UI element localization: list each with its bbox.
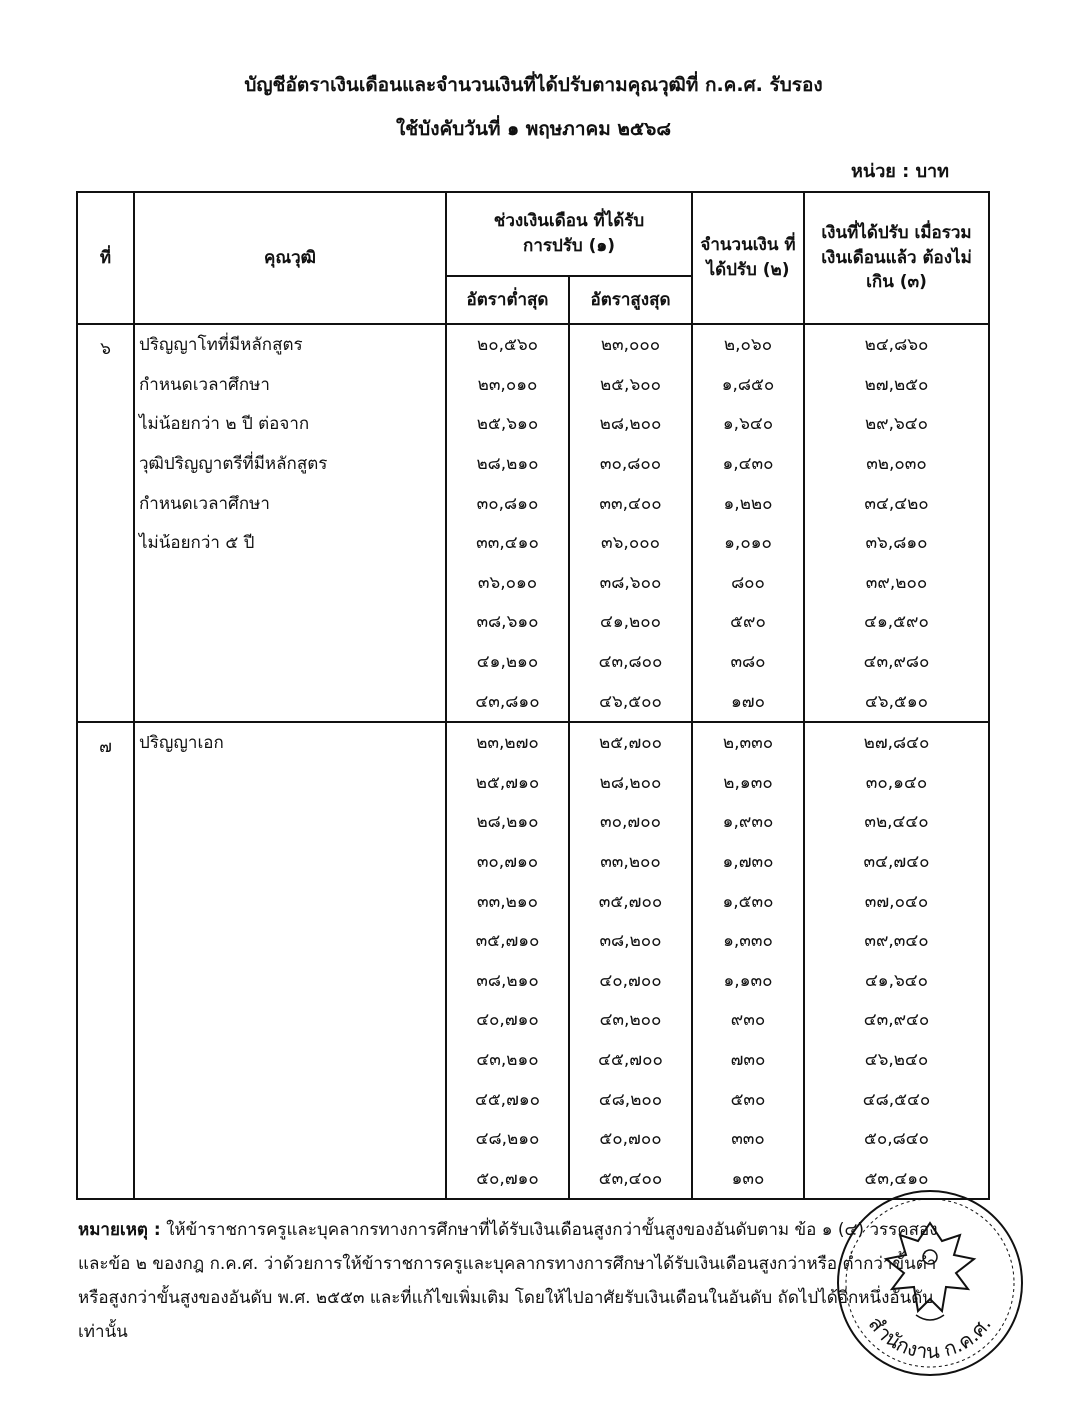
min-rate-cell: ๓๘,๖๑๐	[446, 602, 569, 642]
salary-table	[76, 191, 990, 1200]
max-rate-cell: ๒๘,๒๐๐	[569, 763, 692, 803]
min-rate-cell: ๓๖,๐๑๐	[446, 563, 569, 603]
table-row	[77, 1040, 989, 1080]
adjusted-total-cell: ๓๐,๑๔๐	[804, 763, 989, 803]
adjust-amount-cell: ๗๓๐	[692, 1040, 804, 1080]
effective-date: ใช้บังคับวันที่ ๑ พฤษภาคม ๒๕๖๘	[396, 118, 671, 140]
adjusted-total-cell: ๔๑,๖๔๐	[804, 961, 989, 1001]
adjust-amount-cell: ๑,๙๓๐	[692, 802, 804, 842]
adjusted-total-cell: ๓๙,๒๐๐	[804, 563, 989, 603]
adjusted-total-cell: ๓๗,๐๔๐	[804, 881, 989, 921]
adjust-amount-cell: ๑,๗๓๐	[692, 842, 804, 882]
min-rate-cell: ๔๑,๒๑๐	[446, 642, 569, 682]
qualification-cell	[134, 1000, 446, 1040]
adjusted-total-cell: ๔๖,๒๔๐	[804, 1040, 989, 1080]
min-rate-cell: ๓๐,๘๑๐	[446, 483, 569, 523]
adjust-amount-cell: ๑,๑๓๐	[692, 961, 804, 1001]
table-row	[77, 523, 989, 563]
adjusted-total-cell: ๓๒,๐๓๐	[804, 444, 989, 484]
table-row	[77, 642, 989, 682]
adjust-amount-cell: ๑,๐๑๐	[692, 523, 804, 563]
max-rate-cell: ๓๘,๖๐๐	[569, 563, 692, 603]
header-max-rate: อัตราสูงสุด	[569, 276, 692, 324]
header-no: ที่	[77, 192, 134, 324]
max-rate-cell: ๓๘,๒๐๐	[569, 921, 692, 961]
min-rate-cell: ๔๐,๗๑๐	[446, 1000, 569, 1040]
adjusted-total-cell: ๔๖,๕๑๐	[804, 681, 989, 722]
min-rate-cell: ๔๓,๘๑๐	[446, 681, 569, 722]
adjusted-total-cell: ๕๓,๔๑๐	[804, 1158, 989, 1199]
max-rate-cell: ๒๕,๖๐๐	[569, 365, 692, 405]
max-rate-cell: ๒๓,๐๐๐	[569, 324, 692, 365]
table-row	[77, 404, 989, 444]
min-rate-cell: ๓๓,๔๑๐	[446, 523, 569, 563]
adjusted-total-cell: ๔๓,๙๘๐	[804, 642, 989, 682]
qualification-cell	[134, 881, 446, 921]
qualification-cell	[134, 1119, 446, 1159]
adjust-amount-cell: ๑,๖๔๐	[692, 404, 804, 444]
qualification-cell	[134, 563, 446, 603]
min-rate-cell: ๒๐,๕๖๐	[446, 324, 569, 365]
max-rate-cell: ๓๓,๔๐๐	[569, 483, 692, 523]
max-rate-cell: ๒๘,๒๐๐	[569, 404, 692, 444]
min-rate-cell: ๒๘,๒๑๐	[446, 444, 569, 484]
table-row	[77, 802, 989, 842]
min-rate-cell: ๔๕,๗๑๐	[446, 1079, 569, 1119]
table-row	[77, 681, 989, 722]
adjust-amount-cell: ๑,๓๓๐	[692, 921, 804, 961]
qualification-cell: วุฒิปริญญาตรีที่มีหลักสูตร	[134, 444, 446, 484]
adjusted-total-cell: ๒๙,๖๔๐	[804, 404, 989, 444]
min-rate-cell: ๓๓,๒๑๐	[446, 881, 569, 921]
adjusted-total-cell: ๔๓,๙๔๐	[804, 1000, 989, 1040]
table-row	[77, 602, 989, 642]
header-min-rate: อัตราต่ำสุด	[446, 276, 569, 324]
table-row	[77, 722, 989, 763]
qualification-cell	[134, 842, 446, 882]
max-rate-cell: ๔๖,๕๐๐	[569, 681, 692, 722]
qualification-cell	[134, 1079, 446, 1119]
qualification-cell: ปริญญาโทที่มีหลักสูตร	[134, 324, 446, 365]
min-rate-cell: ๒๕,๖๑๐	[446, 404, 569, 444]
garuda-seal	[830, 1183, 1030, 1383]
adjust-amount-cell: ๑๗๐	[692, 681, 804, 722]
adjusted-total-cell: ๒๗,๒๕๐	[804, 365, 989, 405]
qualification-cell	[134, 602, 446, 642]
qualification-cell: ไม่น้อยกว่า ๒ ปี ต่อจาก	[134, 404, 446, 444]
adjust-amount-cell: ๑,๔๓๐	[692, 444, 804, 484]
header-salary-range: ช่วงเงินเดือน ที่ได้รับการปรับ (๑)	[446, 192, 692, 276]
qualification-cell	[134, 1040, 446, 1080]
max-rate-cell: ๓๕,๗๐๐	[569, 881, 692, 921]
qualification-cell	[134, 802, 446, 842]
table-row	[77, 324, 989, 365]
qualification-cell	[134, 642, 446, 682]
qualification-cell: กำหนดเวลาศึกษา	[134, 483, 446, 523]
qualification-cell	[134, 763, 446, 803]
table-row	[77, 763, 989, 803]
max-rate-cell: ๔๑,๒๐๐	[569, 602, 692, 642]
min-rate-cell: ๔๘,๒๑๐	[446, 1119, 569, 1159]
table-row	[77, 1000, 989, 1040]
row-number: ๗	[77, 722, 134, 1199]
adjust-amount-cell: ๓๘๐	[692, 642, 804, 682]
adjusted-total-cell: ๒๗,๘๔๐	[804, 722, 989, 763]
table-row	[77, 921, 989, 961]
adjust-amount-cell: ๕๙๐	[692, 602, 804, 642]
qualification-cell: ปริญญาเอก	[134, 722, 446, 763]
adjust-amount-cell: ๑,๒๒๐	[692, 483, 804, 523]
min-rate-cell: ๒๓,๒๗๐	[446, 722, 569, 763]
max-rate-cell: ๓๓,๒๐๐	[569, 842, 692, 882]
min-rate-cell: ๓๕,๗๑๐	[446, 921, 569, 961]
min-rate-cell: ๕๐,๗๑๐	[446, 1158, 569, 1199]
adjust-amount-cell: ๑๓๐	[692, 1158, 804, 1199]
qualification-cell	[134, 681, 446, 722]
document-title: บัญชีอัตราเงินเดือนและจำนวนเงินที่ได้ปรับตามคุณวุฒิที่ ก.ค.ศ. รับรอง	[244, 74, 823, 96]
min-rate-cell: ๓๘,๒๑๐	[446, 961, 569, 1001]
table-body	[77, 324, 989, 1199]
min-rate-cell: ๒๓,๐๑๐	[446, 365, 569, 405]
header-adjusted-total: เงินที่ได้ปรับ เมื่อรวมเงินเดือนแล้ว ต้องไม่เกิน (๓)	[804, 192, 989, 324]
table-row	[77, 1119, 989, 1159]
adjust-amount-cell: ๑,๕๓๐	[692, 881, 804, 921]
qualification-cell	[134, 921, 446, 961]
qualification-cell	[134, 1158, 446, 1199]
table-row	[77, 444, 989, 484]
adjust-amount-cell: ๒,๓๓๐	[692, 722, 804, 763]
qualification-cell: กำหนดเวลาศึกษา	[134, 365, 446, 405]
adjust-amount-cell: ๕๓๐	[692, 1079, 804, 1119]
min-rate-cell: ๔๓,๒๑๐	[446, 1040, 569, 1080]
table-row	[77, 1079, 989, 1119]
max-rate-cell: ๔๓,๘๐๐	[569, 642, 692, 682]
min-rate-cell: ๒๘,๒๑๐	[446, 802, 569, 842]
table-row	[77, 961, 989, 1001]
adjust-amount-cell: ๒,๐๖๐	[692, 324, 804, 365]
row-number: ๖	[77, 324, 134, 722]
adjusted-total-cell: ๔๑,๕๙๐	[804, 602, 989, 642]
qualification-cell	[134, 961, 446, 1001]
adjust-amount-cell: ๑,๘๕๐	[692, 365, 804, 405]
table-row	[77, 483, 989, 523]
seal-text: สำนักงาน ก.ค.ศ.	[863, 1311, 996, 1364]
qualification-cell: ไม่น้อยกว่า ๕ ปี	[134, 523, 446, 563]
max-rate-cell: ๔๐,๗๐๐	[569, 961, 692, 1001]
adjusted-total-cell: ๔๘,๕๔๐	[804, 1079, 989, 1119]
adjusted-total-cell: ๒๔,๘๖๐	[804, 324, 989, 365]
footnote	[78, 1213, 958, 1349]
table-row	[77, 881, 989, 921]
table-row	[77, 563, 989, 603]
adjust-amount-cell: ๒,๑๓๐	[692, 763, 804, 803]
max-rate-cell: ๔๕,๗๐๐	[569, 1040, 692, 1080]
max-rate-cell: ๓๐,๗๐๐	[569, 802, 692, 842]
max-rate-cell: ๔๓,๒๐๐	[569, 1000, 692, 1040]
max-rate-cell: ๒๕,๗๐๐	[569, 722, 692, 763]
table-row	[77, 842, 989, 882]
max-rate-cell: ๕๓,๔๐๐	[569, 1158, 692, 1199]
adjusted-total-cell: ๓๖,๘๑๐	[804, 523, 989, 563]
footnote-text: ให้ข้าราชการครูและบุคลากรทางการศึกษาที่ได้รับเงินเดือนสูงกว่าขั้นสูงของอันดับตาม ข้อ ๑ (๔) วรรคสอง และข้อ ๒ ของกฎ ก.ค.ศ. ว่าด้วยการให้ข้าราชการครูและบุคลากรทางการศึกษาได้รับเงินเดือนสูงกว่าหรือ ต่ำกว่าขั้นต่ำ หรือสูงกว่าขั้นสูงของอันดับ พ.ศ. ๒๕๕๓ และที่แก้ไขเพิ่มเติม โดยให้ไปอาศัยรับเงินเดือนในอันดับ ถัดไปได้อีกหนึ่งอันดับเท่านั้น	[78, 1220, 938, 1342]
min-rate-cell: ๒๕,๗๑๐	[446, 763, 569, 803]
adjusted-total-cell: ๓๙,๓๔๐	[804, 921, 989, 961]
header-adjust-amount: จำนวนเงิน ที่ได้ปรับ (๒)	[692, 192, 804, 324]
table-row	[77, 365, 989, 405]
adjust-amount-cell: ๘๐๐	[692, 563, 804, 603]
unit-label: หน่วย : บาท	[851, 161, 949, 182]
adjusted-total-cell: ๕๐,๘๔๐	[804, 1119, 989, 1159]
max-rate-cell: ๕๐,๗๐๐	[569, 1119, 692, 1159]
adjusted-total-cell: ๓๒,๔๔๐	[804, 802, 989, 842]
max-rate-cell: ๔๘,๒๐๐	[569, 1079, 692, 1119]
min-rate-cell: ๓๐,๗๑๐	[446, 842, 569, 882]
adjusted-total-cell: ๓๔,๗๔๐	[804, 842, 989, 882]
max-rate-cell: ๓๖,๐๐๐	[569, 523, 692, 563]
adjust-amount-cell: ๓๓๐	[692, 1119, 804, 1159]
footnote-label: หมายเหตุ :	[78, 1220, 161, 1240]
header-qualification: คุณวุฒิ	[134, 192, 446, 324]
adjust-amount-cell: ๙๓๐	[692, 1000, 804, 1040]
adjusted-total-cell: ๓๔,๔๒๐	[804, 483, 989, 523]
max-rate-cell: ๓๐,๘๐๐	[569, 444, 692, 484]
